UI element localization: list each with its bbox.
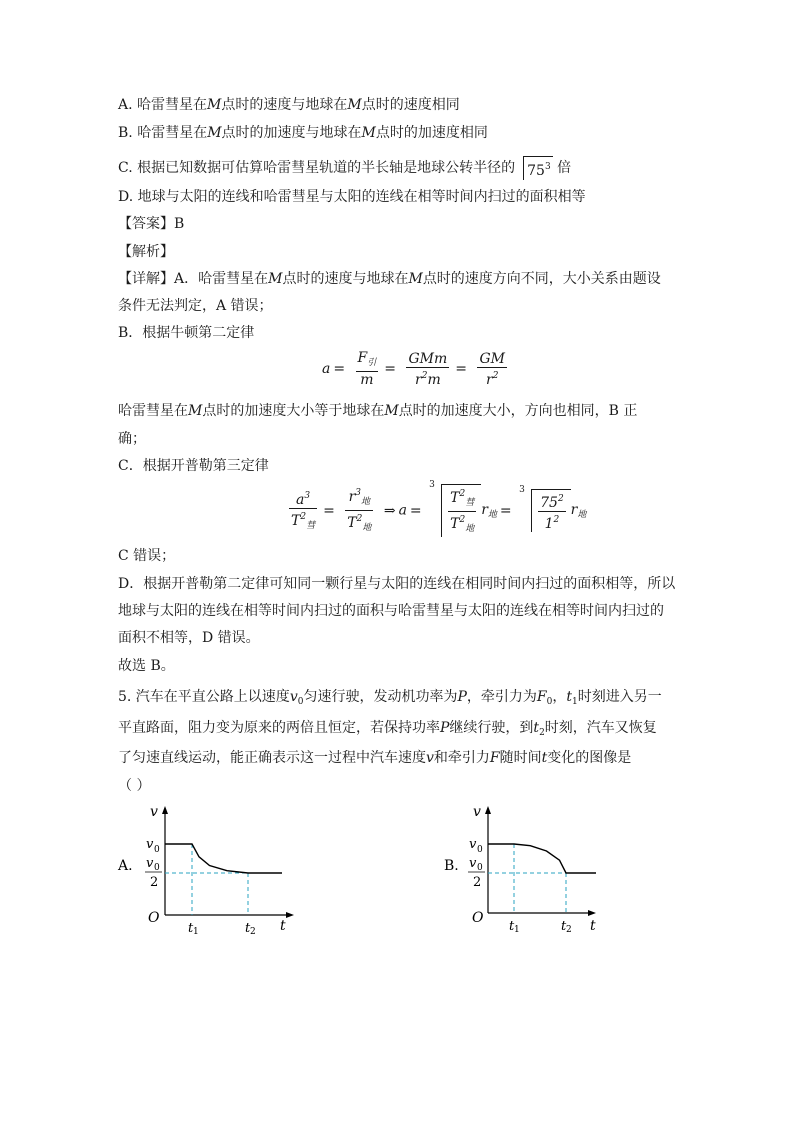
detail-d-line2: 地球与太阳的连线在相等时间内扫过的面积与哈雷彗星与太阳的连线在相等时间内扫过的 [118,603,664,619]
svg-text:1: 1 [514,925,520,935]
svg-text:0: 0 [154,845,160,855]
detail-b-conc1: 哈雷彗星在M点时的加速度大小等于地球在M点时的加速度大小，方向也相同，B 正 [118,403,638,419]
graph-a-xlabel: t [280,918,286,934]
svg-text:0: 0 [477,863,483,873]
graph-b-xlabel: t [590,918,596,934]
q5-paren: （ ） [118,778,151,794]
graph-a-ylabel: v [150,804,158,820]
graph-b [438,800,638,935]
graph-a-x-arrow [286,912,294,918]
detail-a-line1: 【详解】A．哈雷彗星在M点时的速度与地球在M点时的速度方向不同，大小关系由题设 [118,271,661,287]
choose-b: 故选 B。 [118,658,175,674]
graph-b-guide [488,844,566,913]
q5-line2: 平直路面，阻力变为原来的两倍且恒定，若保持功率P继续行驶，到$t_2$时刻，汽车又恢复 [118,720,657,738]
graph-b-ytick-v0 [469,837,483,855]
svg-text:t: t [245,921,251,936]
svg-text:0: 0 [477,845,483,855]
svg-text:2: 2 [250,927,256,937]
q5-line1: 5. 汽车在平直公路上以速度$v_0$匀速行驶，发动机功率为P，牵引力为$F_0$，$t_1$时刻进入另一 [118,689,662,707]
graph-b-x-arrow [588,910,596,916]
svg-text:v: v [469,837,477,852]
graph-b-ytick-v0-half [468,856,485,890]
graph-b-xtick-t1 [509,919,520,935]
svg-text:2: 2 [473,875,482,890]
graph-a-curve [165,844,282,873]
graph-a [110,800,310,937]
detail-d-line3: 面积不相等，D 错误。 [118,630,260,646]
svg-text:v: v [469,856,477,871]
svg-text:2: 2 [150,875,159,890]
graph-a-ytick-v0-half [145,856,162,890]
graph-b-ylabel: v [473,804,481,820]
graph-b-curve [488,844,596,873]
graph-a-guide [165,844,248,915]
svg-text:t: t [561,919,567,934]
graph-a-option-label: A. [118,858,133,874]
option-d: D. 地球与太阳的连线和哈雷彗星与太阳的连线在相等时间内扫过的面积相等 [118,189,586,205]
detail-a-line2: 条件无法判定，A 错误； [118,298,273,314]
svg-text:v: v [146,837,154,852]
answer: 【答案】B [118,216,185,232]
svg-text:t: t [509,919,515,934]
graph-b-option-label: B. [444,858,459,874]
analysis-label: 【解析】 [118,244,174,260]
formula-kepler: $\frac{a^3}{T^2_彗}$ = $\frac{r^3_地}{T^2_地}$ ⇒ a = 3 $\frac{T^2_彗}{T^2_地}$ $r_地$ = 3 $\frac{75^2}{1^2}$ $r_地$ [286,484,586,537]
graph-a-ytick-v0 [146,837,160,855]
detail-b-conc2: 确； [118,431,146,447]
svg-text:t: t [188,921,194,936]
option-c: C. 根据已知数据可估算哈雷彗星轨道的半长轴是地球公转半径的 $75^3$ 倍 [118,156,571,180]
svg-text:v: v [146,856,154,871]
formula-newton: a = $\frac{F_引}{m}$ = $\frac{\text{GMm}}{r^2m}$ = $\frac{GM}{r^2}$ [322,350,505,388]
detail-c-line1: C．根据开普勒第三定律 [118,458,269,474]
svg-text:0: 0 [154,863,160,873]
svg-text:2: 2 [566,925,572,935]
graph-b-y-arrow [485,806,491,814]
detail-d-line1: D．根据开普勒第二定律可知同一颗行星与太阳的连线在相同时间内扫过的面积相等，所以 [118,576,676,592]
option-b: B. 哈雷彗星在M点时的加速度与地球在M点时的加速度相同 [118,125,488,141]
detail-b-line1: B．根据牛顿第二定律 [118,325,255,341]
q5-line3: 了匀速直线运动，能正确表示这一过程中汽车速度v和牵引力F随时间t变化的图像是 [118,750,632,766]
graph-b-origin: O [472,910,484,926]
graph-a-xtick-t2 [245,921,256,937]
svg-text:1: 1 [193,927,199,937]
graph-a-y-arrow [162,806,168,814]
graph-a-origin: O [148,910,160,926]
graph-a-xtick-t1 [188,921,199,937]
detail-c-conc: C 错误； [118,548,176,564]
option-a: A. 哈雷彗星在M点时的速度与地球在M点时的速度相同 [118,97,460,113]
graph-b-xtick-t2 [561,919,572,935]
